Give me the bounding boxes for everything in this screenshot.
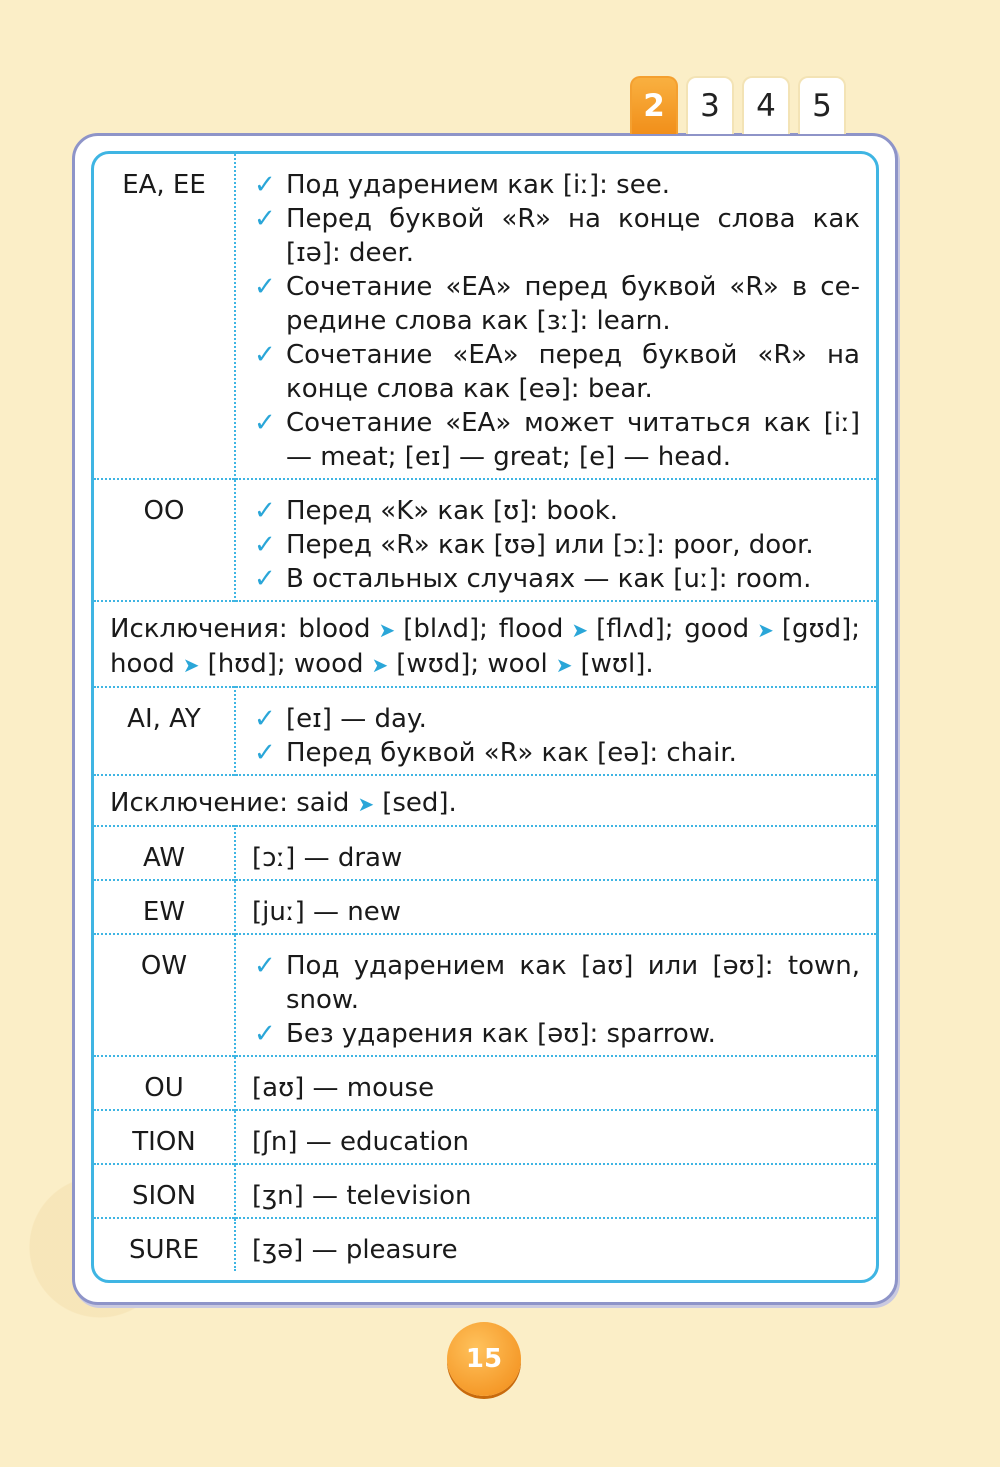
exception-transcription: [hʊd];	[207, 649, 286, 679]
rule-cell	[235, 154, 876, 479]
table-row	[94, 687, 876, 775]
exception-transcription: [wʊl].	[580, 649, 654, 679]
rule-text: [ʒə] — pleasure	[252, 1235, 458, 1265]
rule-cell	[235, 826, 876, 880]
rules-table	[94, 154, 876, 1271]
tab-2[interactable]: 2	[630, 76, 678, 134]
rule-item	[252, 494, 860, 528]
rule-list	[252, 168, 860, 474]
arrow-icon: ➤	[357, 792, 375, 816]
rule-item	[252, 338, 860, 406]
rule-text: Перед «K» как [ʊ]: book.	[286, 496, 619, 526]
rule-text: [aʊ] — mouse	[252, 1073, 435, 1103]
rule-text: [juː] — new	[252, 897, 402, 927]
rule-cell	[235, 1110, 876, 1164]
checkmark-icon: ✓	[254, 704, 276, 734]
letter-combination: OO	[94, 479, 235, 601]
table-row	[94, 1164, 876, 1218]
rule-text: [eɪ] — day.	[286, 704, 427, 734]
rule-item	[252, 949, 860, 1017]
checkmark-icon: ✓	[254, 530, 276, 560]
checkmark-icon: ✓	[254, 204, 276, 234]
checkmark-icon: ✓	[254, 170, 276, 200]
rule-cell	[235, 687, 876, 775]
arrow-icon: ➤	[555, 653, 573, 677]
table-row	[94, 601, 876, 687]
rule-text: [ʒn] — television	[252, 1181, 472, 1211]
checkmark-icon: ✓	[254, 1019, 276, 1049]
rule-item	[252, 736, 860, 770]
exception-prefix: Исключение:	[110, 788, 288, 818]
exception-prefix: Исключения:	[110, 614, 288, 644]
rules-card	[72, 133, 898, 1305]
rule-list	[252, 949, 860, 1051]
rule-item	[252, 528, 860, 562]
exception-word: said	[296, 788, 350, 818]
rule-item	[252, 562, 860, 596]
table-row	[94, 154, 876, 479]
arrow-icon: ➤	[182, 653, 200, 677]
table-row	[94, 1110, 876, 1164]
table-row	[94, 826, 876, 880]
table-row	[94, 1056, 876, 1110]
checkmark-icon: ✓	[254, 738, 276, 768]
checkmark-icon: ✓	[254, 272, 276, 302]
rule-text: Под ударением как [aʊ] или [əʊ]: town, snow.	[286, 951, 860, 1015]
rule-cell	[235, 1164, 876, 1218]
checkmark-icon: ✓	[254, 951, 276, 981]
letter-combination: TION	[94, 1110, 235, 1164]
arrow-icon: ➤	[378, 618, 396, 642]
table-row	[94, 880, 876, 934]
exception-transcription: [wʊd];	[396, 649, 480, 679]
checkmark-icon: ✓	[254, 408, 276, 438]
rule-text: В остальных случаях — как [uː]: room.	[286, 564, 812, 594]
rule-text: Под ударением как [iː]: see.	[286, 170, 670, 200]
rule-text: Сочетание «EA» перед буквой «R» на конце слова как [eə]: bear.	[286, 340, 860, 404]
rule-text: [ɔː] — draw	[252, 843, 403, 873]
exception-cell	[94, 601, 876, 687]
rule-text: Перед буквой «R» как [eə]: chair.	[286, 738, 737, 768]
rule-text: Перед «R» как [ʊə] или [ɔː]: poor, door.	[286, 530, 814, 560]
rule-cell	[235, 880, 876, 934]
exception-transcription: [sed].	[382, 788, 457, 818]
rule-text: [ʃn] — education	[252, 1127, 470, 1157]
rules-table-frame	[91, 151, 879, 1283]
checkmark-icon: ✓	[254, 496, 276, 526]
exception-word: blood	[298, 614, 371, 644]
tab-5[interactable]: 5	[798, 76, 846, 134]
arrow-icon: ➤	[757, 618, 774, 642]
table-row	[94, 934, 876, 1056]
checkmark-icon: ✓	[254, 564, 276, 594]
rule-text: Сочетание «EA» перед буквой «R» в середине слова как [ɜː]: learn.	[286, 272, 860, 336]
rule-cell	[235, 1218, 876, 1271]
letter-combination: AI, AY	[94, 687, 235, 775]
page-number: 15	[447, 1322, 521, 1396]
rule-text: Без ударения как [əʊ]: sparrow.	[286, 1019, 716, 1049]
checkmark-icon: ✓	[254, 340, 276, 370]
rule-item	[252, 1017, 860, 1051]
tab-4[interactable]: 4	[742, 76, 790, 134]
rule-list	[252, 494, 860, 596]
letter-combination: SION	[94, 1164, 235, 1218]
rule-cell	[235, 1056, 876, 1110]
letter-combination: OU	[94, 1056, 235, 1110]
rule-item	[252, 270, 860, 338]
exception-word: good	[684, 614, 750, 644]
rule-item	[252, 702, 860, 736]
rule-item	[252, 168, 860, 202]
rule-list	[252, 702, 860, 770]
exception-transcription: [blʌd];	[403, 614, 488, 644]
exception-word: wool	[487, 649, 548, 679]
table-row	[94, 1218, 876, 1271]
rule-item	[252, 406, 860, 474]
rule-item	[252, 202, 860, 270]
exception-word: wood	[293, 649, 364, 679]
rule-text: Сочетание «EA» может читаться как [iː] — meat; [eɪ] — great; [e] — head.	[286, 408, 860, 472]
letter-combination: OW	[94, 934, 235, 1056]
letter-combination: EW	[94, 880, 235, 934]
exception-word: flood	[498, 614, 564, 644]
exception-word: hood	[110, 649, 175, 679]
table-row	[94, 479, 876, 601]
arrow-icon: ➤	[371, 653, 389, 677]
exception-transcription: [flʌd];	[596, 614, 674, 644]
table-row	[94, 775, 876, 826]
exception-cell	[94, 775, 876, 826]
section-tabs	[630, 76, 846, 134]
letter-combination: SURE	[94, 1218, 235, 1271]
exception-transcription: [gʊd];	[781, 614, 860, 644]
rule-text: Перед буквой «R» на конце слова как [ɪə]: deer.	[286, 204, 860, 268]
arrow-icon: ➤	[571, 618, 589, 642]
letter-combination: EA, EE	[94, 154, 235, 479]
rule-cell	[235, 934, 876, 1056]
tab-3[interactable]: 3	[686, 76, 734, 134]
letter-combination: AW	[94, 826, 235, 880]
rule-cell	[235, 479, 876, 601]
